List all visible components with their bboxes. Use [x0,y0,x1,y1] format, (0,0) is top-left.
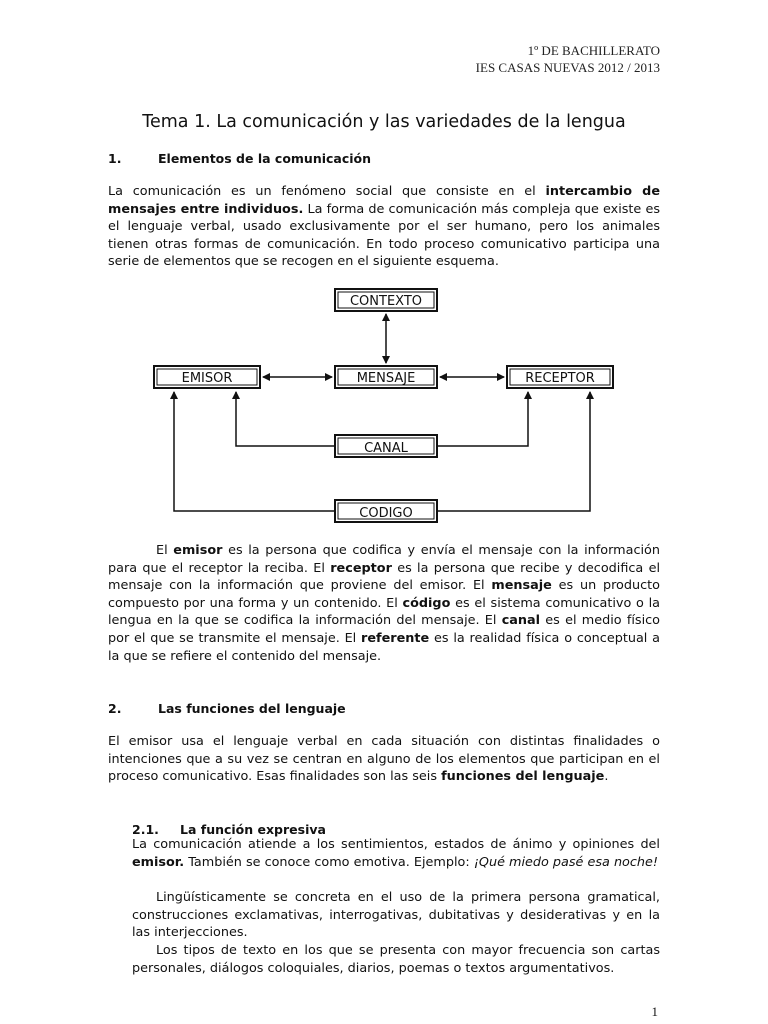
header-school: IES CASAS NUEVAS 2012 / 2013 [475,60,660,75]
section-2-number: 2. [108,701,122,716]
def-text-2: es la persona que codifica y envía el mensaje con la información para que el receptor la reciba. El [108,543,660,576]
receptor-label: RECEPTOR [525,371,595,386]
contexto-box [335,289,437,311]
s2-bold-funciones: funciones del lenguaje [441,769,605,785]
page-title: Tema 1. La comunicación y las variedades de la lengua [142,112,626,132]
s2-text-1: El emisor usa el lenguaje verbal en cada situación con distintas finalidades o intenciones que a su vez se centran en alguno de los elementos que participan en el proceso comunicativo. Esas finalidades son las seis [108,734,660,785]
emisor-label: EMISOR [181,371,233,386]
sub1-bold-emisor: emisor. [132,854,185,870]
section-1-title: Elementos de la comunicación [158,151,372,166]
sub1-text-2: También se conoce como emotiva. Ejemplo: [184,854,474,870]
arrow-codigo-receptor [437,392,590,511]
subsection-2-1-title: La función expresiva [180,822,326,837]
section-1-definitions-paragraph [108,542,660,665]
section-2-intro-paragraph [108,733,660,786]
def-bold-receptor: receptor [330,560,392,576]
communication-diagram [140,284,630,528]
def-text-4: es un producto compuesto por una forma y un contenido. El [108,578,661,611]
subsection-2-1-heading [132,822,326,837]
section-2-heading [108,701,346,716]
sub1-example: ¡Qué miedo pasé esa noche! [473,854,659,870]
def-text-5: es el sistema comunicativo o la lengua en la que se codifica la información del mensaje. El [108,595,660,629]
mensaje-label: MENSAJE [356,371,416,386]
def-bold-mensaje: mensaje [491,578,552,594]
subsection-2-1-paragraph-3: Los tipos de texto en los que se presenta con mayor frecuencia son cartas personales, diálogos coloquiales, diarios, poemas o textos argumentativos. [132,943,660,976]
emisor-box [154,366,260,388]
def-bold-referente: referente [361,630,430,646]
def-text-1: El [156,543,174,558]
sub1-text-1: La comunicación atiende a los sentimientos, estados de ánimo y opiniones del [132,837,660,852]
arrow-canal-emisor [236,392,335,446]
intro-text-2: La forma de comunicación más compleja que existe es el lenguaje verbal, usado exclusivamente por el ser humano, pero los animales tienen otras formas de comunicación. En todo proceso comunicativo participa una serie de elementos que se recogen en el siguiente esquema. [108,201,660,270]
def-text-6: es el medio físico por el que se transmite el mensaje. El [108,613,660,646]
section-1-intro-paragraph [108,183,660,271]
arrow-codigo-emisor [174,392,335,511]
subsection-2-1-number: 2.1. [132,822,159,837]
arrow-canal-receptor [437,392,528,446]
document-header [300,42,660,76]
subsection-2-1-paragraph-2: Lingüísticamente se concreta en el uso de la primera persona gramatical, construcciones exclamativas, interrogativas, dubitativas y desiderativas y en la las interjecciones. [132,890,660,941]
def-bold-codigo: código [402,595,451,611]
subsection-2-1-paragraph-1 [132,836,660,871]
s2-text-2: . [604,769,609,785]
canal-label: CANAL [364,441,408,456]
codigo-box [335,500,437,522]
section-1-heading [108,151,371,166]
codigo-label: CODIGO [359,506,413,521]
receptor-box [507,366,613,388]
contexto-label: CONTEXTO [349,294,423,309]
intro-bold-1: intercambio de mensajes entre individuos. [108,184,660,217]
def-bold-canal: canal [501,613,541,629]
intro-text-1: La comunicación es un fenómeno social que consiste en el [108,184,546,199]
page-number: 1 [651,1004,658,1019]
canal-box [335,435,437,457]
section-2-title: Las funciones del lenguaje [158,701,346,716]
def-text-7: es la realidad física o conceptual a la que se refiere el contenido del mensaje. [108,630,660,664]
mensaje-box [335,366,437,388]
header-course: 1º DE BACHILLERATO [527,43,660,58]
section-1-number: 1. [108,151,122,166]
def-bold-emisor: emisor [173,543,223,558]
def-text-3: es la persona que recibe y decodifica el mensaje con la información que proviene del emisor. El [108,560,660,594]
